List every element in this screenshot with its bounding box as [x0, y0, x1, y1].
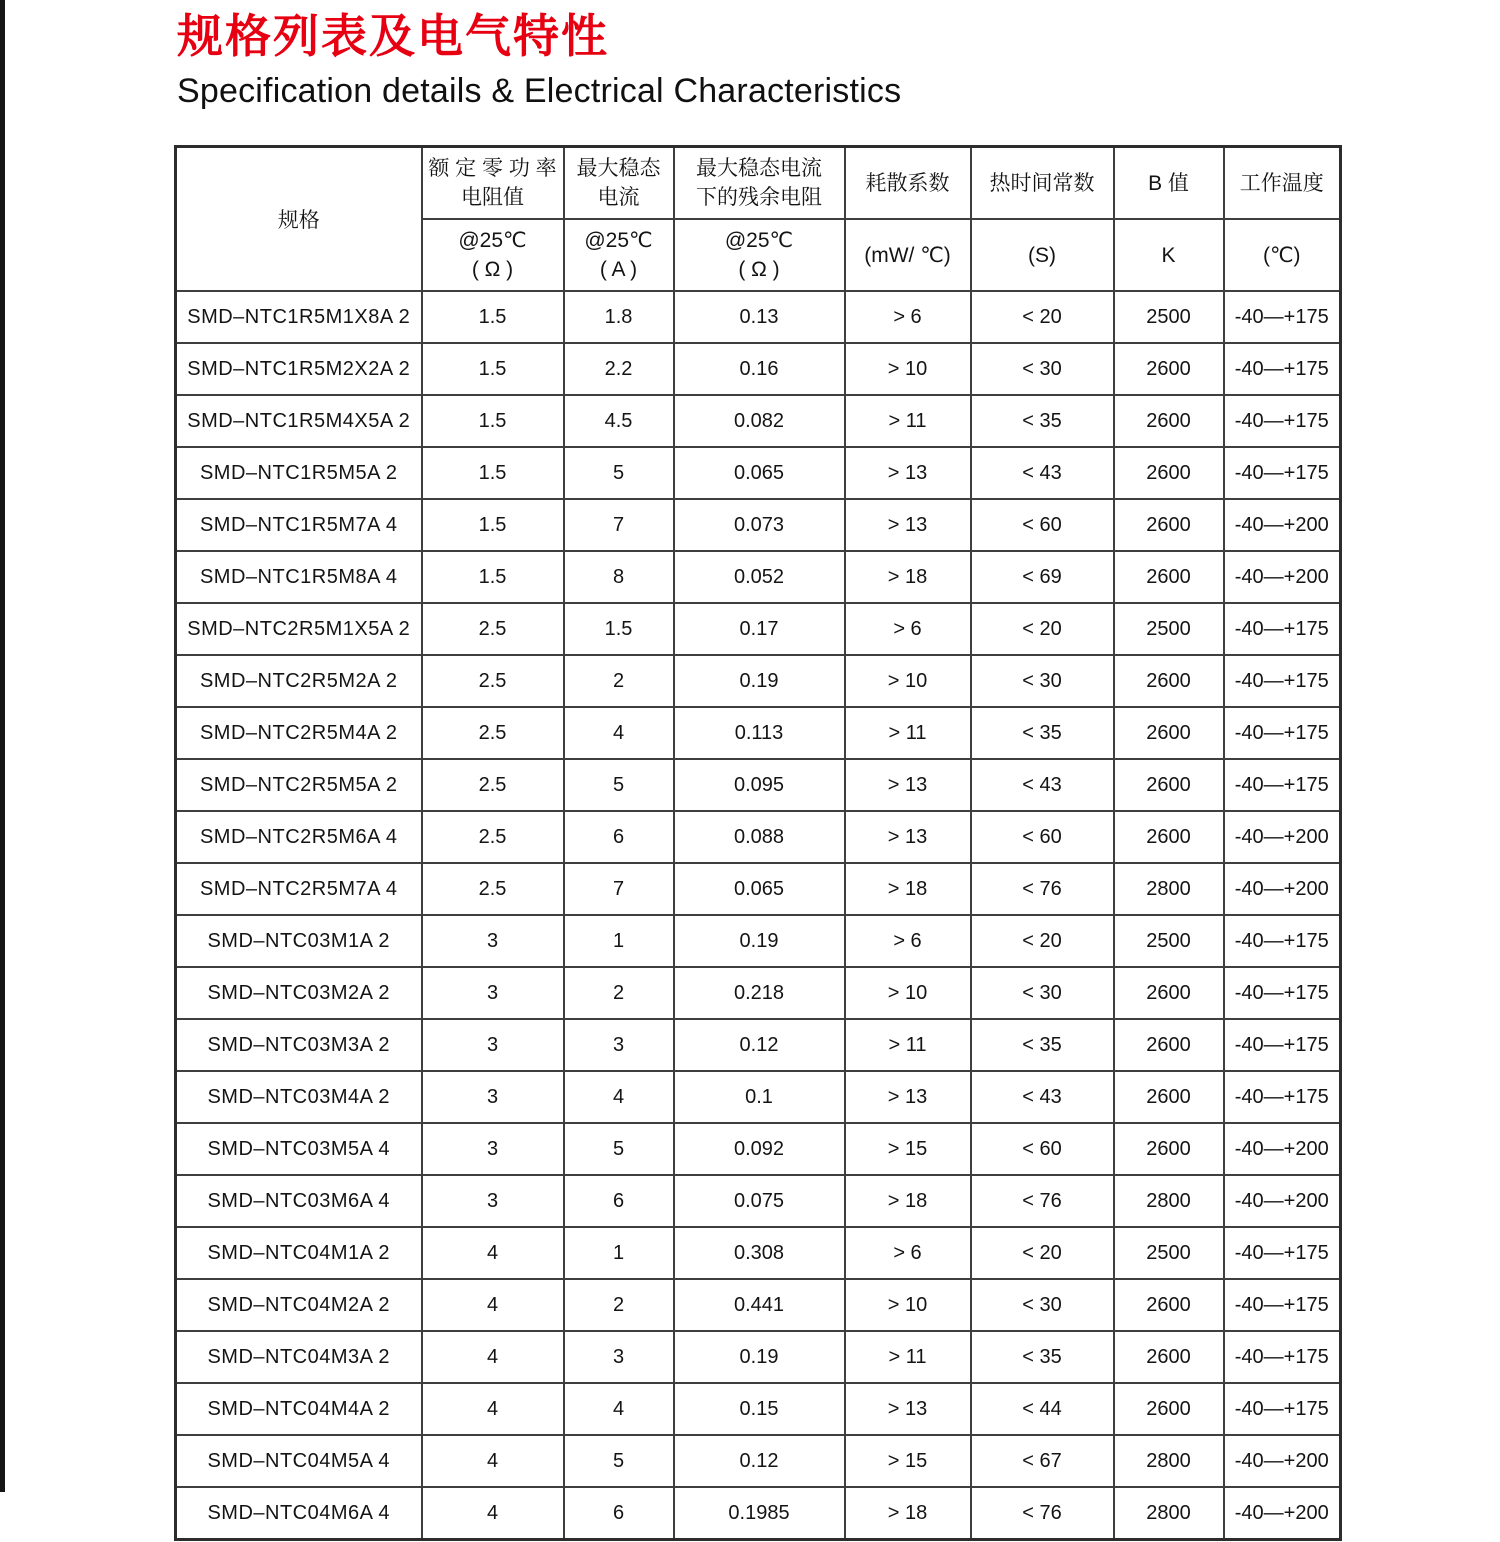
spec-value-cell: 1.5: [422, 291, 564, 343]
table-row: [176, 603, 1341, 655]
table-row: [176, 915, 1341, 967]
spec-value-cell: > 13: [845, 447, 971, 499]
col-header-max-steady-current: [564, 147, 674, 220]
spec-value-cell: 3: [422, 1175, 564, 1227]
spec-value-cell: -40—+200: [1224, 1175, 1341, 1227]
spec-value-cell: 4: [422, 1279, 564, 1331]
header-line: 电阻值: [461, 186, 524, 209]
spec-value-cell: -40—+175: [1224, 759, 1341, 811]
spec-value-cell: 4: [422, 1331, 564, 1383]
header-line: 工作温度: [1239, 171, 1324, 195]
spec-value-cell: 0.095: [674, 759, 845, 811]
spec-value-cell: > 6: [845, 291, 971, 343]
spec-value-cell: 2600: [1114, 447, 1224, 499]
spec-value-cell: 2800: [1114, 1435, 1224, 1487]
spec-value-cell: -40—+200: [1224, 1435, 1341, 1487]
table-row: [176, 811, 1341, 863]
spec-value-cell: -40—+175: [1224, 395, 1341, 447]
spec-value-cell: -40—+200: [1224, 863, 1341, 915]
spec-value-cell: -40—+175: [1224, 291, 1341, 343]
spec-value-cell: 0.17: [674, 603, 845, 655]
table-row: [176, 1019, 1341, 1071]
spec-value-cell: 2.5: [422, 759, 564, 811]
spec-value-cell: 4: [422, 1487, 564, 1540]
spec-value-cell: 2500: [1114, 603, 1224, 655]
spec-value-cell: 0.113: [674, 707, 845, 759]
spec-value-cell: 2: [564, 655, 674, 707]
spec-value-cell: > 13: [845, 811, 971, 863]
spec-value-cell: 2600: [1114, 1331, 1224, 1383]
spec-value-cell: 0.441: [674, 1279, 845, 1331]
header-line: B 值: [1148, 171, 1189, 195]
table-row: [176, 1435, 1341, 1487]
header-line: 下的残余电阻: [696, 186, 822, 209]
col-header-dissipation-factor: [845, 147, 971, 220]
unit-dissipation-factor: [845, 219, 971, 291]
spec-value-cell: < 43: [971, 759, 1114, 811]
unit-operating-temperature: [1224, 219, 1341, 291]
spec-value-cell: 2600: [1114, 343, 1224, 395]
spec-value-cell: < 35: [971, 395, 1114, 447]
spec-value-cell: > 18: [845, 1175, 971, 1227]
spec-value-cell: > 13: [845, 1071, 971, 1123]
spec-value-cell: 2800: [1114, 1487, 1224, 1540]
spec-table: [174, 145, 1342, 1541]
spec-value-cell: < 20: [971, 1227, 1114, 1279]
spec-value-cell: 1.5: [422, 551, 564, 603]
spec-value-cell: 7: [564, 863, 674, 915]
spec-value-cell: 2600: [1114, 1383, 1224, 1435]
spec-value-cell: -40—+200: [1224, 551, 1341, 603]
spec-value-cell: > 10: [845, 343, 971, 395]
spec-value-cell: -40—+175: [1224, 1331, 1341, 1383]
spec-value-cell: 2.2: [564, 343, 674, 395]
spec-value-cell: > 15: [845, 1123, 971, 1175]
spec-value-cell: 1.5: [422, 395, 564, 447]
spec-value-cell: > 11: [845, 707, 971, 759]
spec-value-cell: 3: [564, 1019, 674, 1071]
spec-value-cell: -40—+175: [1224, 1071, 1341, 1123]
unit-b-value: [1114, 219, 1224, 291]
header-line: 电流: [597, 186, 640, 209]
spec-value-cell: < 43: [971, 1071, 1114, 1123]
unit-line: @25℃: [724, 229, 794, 252]
spec-value-cell: -40—+175: [1224, 447, 1341, 499]
spec-value-cell: > 6: [845, 1227, 971, 1279]
spec-value-cell: -40—+200: [1224, 1123, 1341, 1175]
spec-value-cell: -40—+175: [1224, 915, 1341, 967]
unit-line: ( Ω ): [738, 258, 780, 281]
spec-value-cell: > 15: [845, 1435, 971, 1487]
table-row: [176, 1175, 1341, 1227]
spec-value-cell: 2.5: [422, 655, 564, 707]
spec-value-cell: 4: [564, 1071, 674, 1123]
header-row-names: [176, 147, 1341, 220]
spec-value-cell: < 60: [971, 1123, 1114, 1175]
unit-rated-zero-power-resistance: [422, 219, 564, 291]
spec-name-cell: SMD–NTC04M2A 2: [176, 1279, 422, 1331]
spec-value-cell: < 43: [971, 447, 1114, 499]
spec-value-cell: 8: [564, 551, 674, 603]
spec-value-cell: 0.13: [674, 291, 845, 343]
spec-value-cell: 4: [422, 1227, 564, 1279]
spec-value-cell: < 35: [971, 1331, 1114, 1383]
spec-value-cell: -40—+175: [1224, 603, 1341, 655]
spec-value-cell: 0.308: [674, 1227, 845, 1279]
unit-line: K: [1161, 243, 1176, 267]
spec-value-cell: 4: [564, 707, 674, 759]
spec-name-cell: SMD–NTC04M6A 4: [176, 1487, 422, 1540]
spec-value-cell: 5: [564, 1435, 674, 1487]
spec-name-cell: SMD–NTC03M3A 2: [176, 1019, 422, 1071]
table-row: [176, 395, 1341, 447]
table-row: [176, 967, 1341, 1019]
spec-value-cell: 2600: [1114, 967, 1224, 1019]
spec-value-cell: > 10: [845, 1279, 971, 1331]
spec-value-cell: > 10: [845, 655, 971, 707]
table-row: [176, 1279, 1341, 1331]
spec-value-cell: 1: [564, 1227, 674, 1279]
spec-name-cell: SMD–NTC03M6A 4: [176, 1175, 422, 1227]
spec-name-cell: SMD–NTC2R5M7A 4: [176, 863, 422, 915]
spec-value-cell: 2600: [1114, 1019, 1224, 1071]
table-row: [176, 1487, 1341, 1540]
spec-value-cell: -40—+200: [1224, 499, 1341, 551]
spec-name-cell: SMD–NTC04M5A 4: [176, 1435, 422, 1487]
spec-value-cell: < 76: [971, 863, 1114, 915]
spec-value-cell: < 76: [971, 1487, 1114, 1540]
spec-value-cell: 0.075: [674, 1175, 845, 1227]
spec-name-cell: SMD–NTC1R5M1X8A 2: [176, 291, 422, 343]
spec-value-cell: < 76: [971, 1175, 1114, 1227]
spec-value-cell: 5: [564, 447, 674, 499]
spec-value-cell: -40—+175: [1224, 655, 1341, 707]
spec-value-cell: 2: [564, 1279, 674, 1331]
spec-value-cell: 0.19: [674, 1331, 845, 1383]
table-row: [176, 707, 1341, 759]
unit-line: (mW/ ℃): [864, 243, 951, 267]
spec-value-cell: 2500: [1114, 291, 1224, 343]
spec-value-cell: < 69: [971, 551, 1114, 603]
unit-line: ( Ω ): [471, 258, 514, 281]
table-row: [176, 863, 1341, 915]
spec-value-cell: 2800: [1114, 1175, 1224, 1227]
spec-value-cell: 1.5: [422, 447, 564, 499]
spec-value-cell: > 11: [845, 395, 971, 447]
spec-value-cell: 3: [422, 1071, 564, 1123]
spec-value-cell: 3: [422, 1019, 564, 1071]
spec-value-cell: > 13: [845, 759, 971, 811]
page-left-border: [0, 0, 5, 1492]
spec-value-cell: > 6: [845, 915, 971, 967]
spec-value-cell: 6: [564, 1487, 674, 1540]
spec-value-cell: 2600: [1114, 707, 1224, 759]
spec-value-cell: 4: [422, 1435, 564, 1487]
unit-line: (S): [1028, 243, 1056, 267]
table-row: [176, 655, 1341, 707]
spec-name-cell: SMD–NTC1R5M4X5A 2: [176, 395, 422, 447]
spec-value-cell: 0.19: [674, 915, 845, 967]
spec-value-cell: -40—+200: [1224, 1487, 1341, 1540]
header-line: 热时间常数: [989, 171, 1095, 195]
spec-value-cell: 2600: [1114, 811, 1224, 863]
spec-value-cell: > 18: [845, 863, 971, 915]
table-row: [176, 1331, 1341, 1383]
spec-value-cell: < 20: [971, 915, 1114, 967]
spec-value-cell: > 6: [845, 603, 971, 655]
spec-value-cell: -40—+175: [1224, 967, 1341, 1019]
spec-value-cell: 2600: [1114, 551, 1224, 603]
unit-thermal-time-constant: [971, 219, 1114, 291]
spec-value-cell: 0.052: [674, 551, 845, 603]
table-row: [176, 1071, 1341, 1123]
spec-name-cell: SMD–NTC04M4A 2: [176, 1383, 422, 1435]
spec-value-cell: -40—+175: [1224, 1383, 1341, 1435]
spec-value-cell: 2600: [1114, 1279, 1224, 1331]
spec-value-cell: 1: [564, 915, 674, 967]
spec-value-cell: 0.1985: [674, 1487, 845, 1540]
spec-value-cell: 0.082: [674, 395, 845, 447]
spec-value-cell: 2600: [1114, 1071, 1224, 1123]
spec-value-cell: 2500: [1114, 1227, 1224, 1279]
spec-value-cell: 5: [564, 759, 674, 811]
header-line: 耗散系数: [865, 171, 950, 195]
spec-name-cell: SMD–NTC03M2A 2: [176, 967, 422, 1019]
spec-value-cell: 5: [564, 1123, 674, 1175]
col-header-thermal-time-constant: [971, 147, 1114, 220]
spec-value-cell: < 35: [971, 707, 1114, 759]
spec-value-cell: 2: [564, 967, 674, 1019]
spec-value-cell: 1.5: [422, 343, 564, 395]
table-row: [176, 1383, 1341, 1435]
spec-name-cell: SMD–NTC1R5M7A 4: [176, 499, 422, 551]
spec-value-cell: < 30: [971, 655, 1114, 707]
col-header-b-value: [1114, 147, 1224, 220]
table-row: [176, 343, 1341, 395]
table-row: [176, 291, 1341, 343]
table-row: [176, 759, 1341, 811]
spec-value-cell: -40—+200: [1224, 811, 1341, 863]
spec-value-cell: 4: [422, 1383, 564, 1435]
spec-value-cell: 2600: [1114, 655, 1224, 707]
unit-line: @25℃: [458, 229, 527, 252]
spec-value-cell: < 60: [971, 499, 1114, 551]
spec-name-cell: SMD–NTC2R5M1X5A 2: [176, 603, 422, 655]
table-row: [176, 499, 1341, 551]
spec-value-cell: 3: [564, 1331, 674, 1383]
spec-value-cell: > 13: [845, 1383, 971, 1435]
spec-value-cell: 6: [564, 811, 674, 863]
spec-value-cell: 0.16: [674, 343, 845, 395]
spec-value-cell: 2800: [1114, 863, 1224, 915]
spec-value-cell: 0.15: [674, 1383, 845, 1435]
spec-value-cell: 2600: [1114, 1123, 1224, 1175]
table-row: [176, 447, 1341, 499]
spec-name-cell: SMD–NTC03M1A 2: [176, 915, 422, 967]
table-row: [176, 1123, 1341, 1175]
spec-name-cell: SMD–NTC03M5A 4: [176, 1123, 422, 1175]
col-header-spec: 规格: [176, 147, 422, 292]
page-title-zh: 规格列表及电气特性: [177, 10, 609, 62]
spec-value-cell: -40—+175: [1224, 1227, 1341, 1279]
spec-value-cell: < 67: [971, 1435, 1114, 1487]
spec-value-cell: -40—+175: [1224, 707, 1341, 759]
spec-value-cell: 0.092: [674, 1123, 845, 1175]
spec-value-cell: < 44: [971, 1383, 1114, 1435]
spec-value-cell: > 11: [845, 1019, 971, 1071]
spec-value-cell: -40—+175: [1224, 343, 1341, 395]
spec-value-cell: 0.065: [674, 447, 845, 499]
spec-name-cell: SMD–NTC03M4A 2: [176, 1071, 422, 1123]
spec-value-cell: 2.5: [422, 811, 564, 863]
unit-line: @25℃: [584, 229, 653, 252]
spec-name-cell: SMD–NTC2R5M5A 2: [176, 759, 422, 811]
spec-value-cell: 7: [564, 499, 674, 551]
spec-value-cell: 0.1: [674, 1071, 845, 1123]
spec-value-cell: > 11: [845, 1331, 971, 1383]
spec-name-cell: SMD–NTC2R5M6A 4: [176, 811, 422, 863]
unit-line: (℃): [1262, 243, 1301, 267]
spec-name-cell: SMD–NTC1R5M5A 2: [176, 447, 422, 499]
spec-value-cell: 2600: [1114, 395, 1224, 447]
spec-value-cell: < 30: [971, 343, 1114, 395]
spec-value-cell: 0.088: [674, 811, 845, 863]
spec-value-cell: -40—+175: [1224, 1019, 1341, 1071]
spec-value-cell: < 35: [971, 1019, 1114, 1071]
spec-value-cell: 0.12: [674, 1435, 845, 1487]
spec-value-cell: 2.5: [422, 603, 564, 655]
spec-name-cell: SMD–NTC1R5M2X2A 2: [176, 343, 422, 395]
spec-value-cell: < 30: [971, 967, 1114, 1019]
spec-value-cell: > 13: [845, 499, 971, 551]
spec-value-cell: 3: [422, 1123, 564, 1175]
spec-name-cell: SMD–NTC04M1A 2: [176, 1227, 422, 1279]
spec-value-cell: 0.19: [674, 655, 845, 707]
spec-value-cell: 1.5: [422, 499, 564, 551]
spec-value-cell: 1.8: [564, 291, 674, 343]
spec-value-cell: > 18: [845, 551, 971, 603]
spec-value-cell: -40—+175: [1224, 1279, 1341, 1331]
header-line: 额 定 零 功 率: [428, 157, 557, 180]
spec-value-cell: < 60: [971, 811, 1114, 863]
spec-name-cell: SMD–NTC1R5M8A 4: [176, 551, 422, 603]
col-header-operating-temperature: [1224, 147, 1341, 220]
table-row: [176, 1227, 1341, 1279]
spec-value-cell: 2.5: [422, 707, 564, 759]
spec-value-cell: 4.5: [564, 395, 674, 447]
spec-value-cell: < 20: [971, 291, 1114, 343]
unit-max-steady-current: [564, 219, 674, 291]
spec-name-cell: SMD–NTC04M3A 2: [176, 1331, 422, 1383]
spec-value-cell: 2.5: [422, 863, 564, 915]
spec-value-cell: 4: [564, 1383, 674, 1435]
spec-value-cell: < 20: [971, 603, 1114, 655]
spec-value-cell: 2500: [1114, 915, 1224, 967]
spec-value-cell: < 30: [971, 1279, 1114, 1331]
spec-name-cell: SMD–NTC2R5M4A 2: [176, 707, 422, 759]
spec-value-cell: 0.218: [674, 967, 845, 1019]
header-line: 最大稳态电流: [696, 157, 822, 180]
spec-value-cell: 3: [422, 915, 564, 967]
spec-value-cell: 2600: [1114, 759, 1224, 811]
unit-residual-resistance: [674, 219, 845, 291]
spec-value-cell: 2600: [1114, 499, 1224, 551]
spec-value-cell: 1.5: [564, 603, 674, 655]
spec-name-cell: SMD–NTC2R5M2A 2: [176, 655, 422, 707]
spec-value-cell: 6: [564, 1175, 674, 1227]
spec-table-body: [176, 291, 1341, 1540]
spec-value-cell: 0.073: [674, 499, 845, 551]
col-header-rated-zero-power-resistance: [422, 147, 564, 220]
header-line: 最大稳态: [576, 157, 661, 180]
spec-value-cell: 3: [422, 967, 564, 1019]
page-title-en: Specification details & Electrical Characteristics: [177, 72, 902, 110]
unit-line: ( A ): [599, 258, 638, 281]
spec-value-cell: > 18: [845, 1487, 971, 1540]
spec-value-cell: 0.12: [674, 1019, 845, 1071]
spec-value-cell: 0.065: [674, 863, 845, 915]
col-header-residual-resistance: [674, 147, 845, 220]
spec-value-cell: > 10: [845, 967, 971, 1019]
table-row: [176, 551, 1341, 603]
